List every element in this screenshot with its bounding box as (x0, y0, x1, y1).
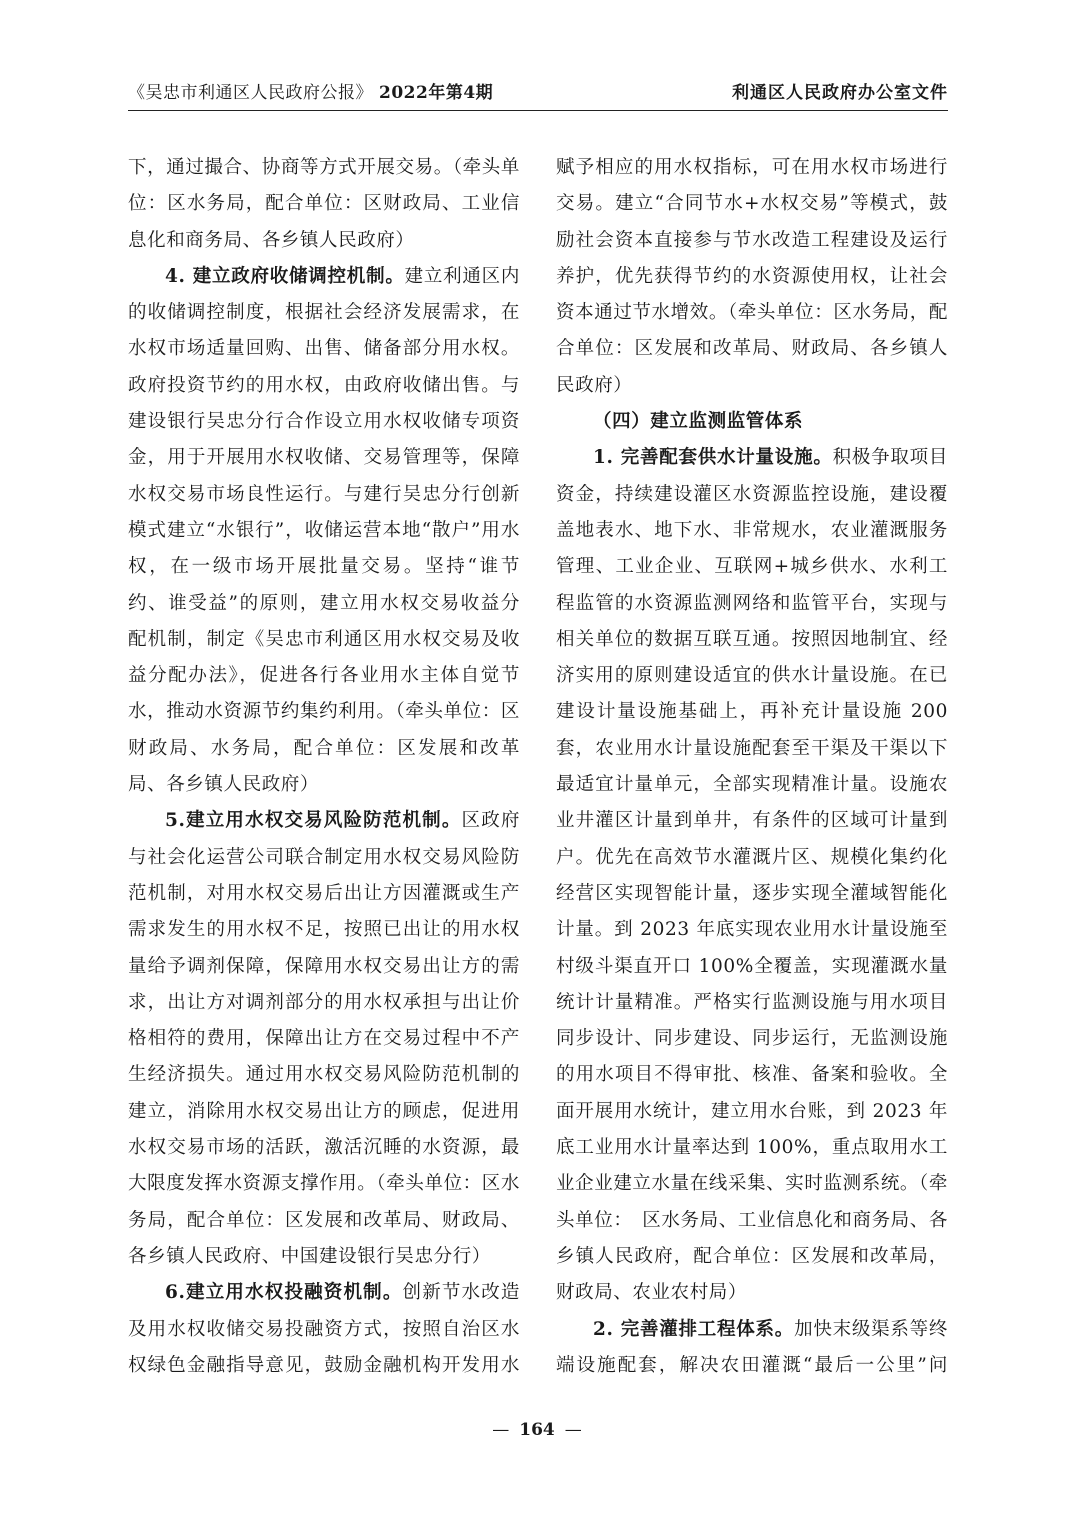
paragraph-item-4 (128, 259, 520, 803)
item-5-title: 5.建立用水权交易风险防范机制。 (165, 810, 462, 832)
footer-dash-right: — (564, 1420, 582, 1440)
header-divider (128, 110, 948, 111)
item-4-title: 4. 建立政府收储调控机制。 (165, 265, 405, 287)
monitoring-1-title: 1. 完善配套供水计量设施。 (593, 447, 833, 469)
left-column (128, 150, 520, 1390)
issue-label: 2022年第4期 (379, 83, 494, 103)
header-section-title: 利通区人民政府办公室文件 (732, 83, 948, 103)
section-heading (556, 404, 948, 440)
right-column (556, 150, 948, 1390)
item-5-body: 区政府与社会化运营公司联合制定用水权交易风险防范机制，对用水权交易后出让方因灌溉或生产需求发生的用水权不足，按照已出让的用水权量给予调剂保障，保障用水权交易出让方的需求，出让方对调剂部分的用水权承担与出让价格相符的费用，保障出让方在交易过程中不产生经济损失。通过用水权交易风险防范机制的建立，消除用水权交易出让方的顾虑，促进用水权交易市场的活跃，激活沉睡的水资源，最大限度发挥水资源支撑作用。（牵头单位：区水务局，配合单位：区发展和改革局、财政局、各乡镇人民政府、中国建设银行吴忠分行） (128, 810, 520, 1267)
header-publication (128, 78, 493, 103)
paragraph-item-6 (128, 1275, 520, 1390)
publication-title: 《吴忠市利通区人民政府公报》 (128, 83, 373, 103)
paragraph-continued: 下，通过撮合、协商等方式开展交易。（牵头单位：区水务局，配合单位：区财政局、工业信息化和商务局、各乡镇人民政府） (128, 157, 520, 251)
paragraph-monitoring-2 (556, 1312, 948, 1391)
page-header (128, 78, 948, 108)
item-6-title: 6.建立用水权投融资机制。 (165, 1282, 403, 1304)
paragraph-monitoring-1 (556, 440, 948, 1311)
monitoring-2-title: 2. 完善灌排工程体系。 (593, 1318, 795, 1340)
page-number: 164 (519, 1420, 555, 1440)
footer-dash-left: — (492, 1420, 510, 1440)
paragraph-continued-right: 赋予相应的用水权指标，可在用水权市场进行交易。建立“合同节水+水权交易”等模式，鼓励社会资本直接参与节水改造工程建设及运行养护，优先获得节约的水资源使用权，让社会资本通过节水增效。（牵头单位：区水务局，配合单位：区发展和改革局、财政局、各乡镇人民政府） (556, 157, 948, 396)
monitoring-2-body: 加快末级渠系等终端设施配套，解决农田灌溉“最后一公里”问 (556, 1318, 948, 1376)
item-4-body: 建立利通区内的收储调控制度，根据社会经济发展需求，在水权市场适量回购、出售、储备部分用水权。政府投资节约的用水权，由政府收储出售。与建设银行吴忠分行合作设立用水权收储专项资金，用于开展用水权收储、交易管理等，保障水权交易市场良性运行。与建行吴忠分行创新模式建立“水银行”，收储运营本地“散户”用水权，在一级市场开展批量交易。坚持“谁节约、谁受益”的原则，建立用水权交易收益分配机制，制定《吴忠市利通区用水权交易及收益分配办法》，促进各行各业用水主体自觉节水，推动水资源节约集约利用。（牵头单位：区财政局、水务局，配合单位：区发展和改革局、各乡镇人民政府） (128, 265, 520, 796)
monitoring-1-body: 积极争取项目资金，持续建设灌区水资源监控设施，建设覆盖地表水、地下水、非常规水，农业灌溉服务管理、工业企业、互联网+城乡供水、水利工程监管的水资源监测网络和监管平台，实现与相关单位的数据互联互通。按照因地制宜、经济实用的原则建设适宜的供水计量设施。在已建设计量设施基础上，再补充计量设施 200 套，农业用水计量设施配套至干渠及干渠以下最适宜计量单元，全部实现精准计量。设施农业井灌区计量到单井，有条件的区域可计量到户。优先在高效节水灌溉片区、规模化集约化经营区实现智能计量，逐步实现全灌域智能化计量。到 2023 年底实现农业用水计量设施至村级斗渠直开口 100%全覆盖，实现灌溉水量统计计量精准。严格实行监测设施与用水项目同步设计、同步建设、同步运行，无监测设施的用水项目不得审批、核准、备案和验收。全面开展用水统计，建立用水台账，到 2023 年底工业用水计量率达到 100%，重点取用水工业企业建立水量在线采集、实时监测系统。（牵头单位： 区水务局、工业信息化和商务局、各乡镇人民政府，配合单位：区发展和改革局，财政局、农业农村局） (556, 447, 948, 1304)
item-6-body: 创新节水改造及用水权收储交易投融资方式，按照自治区水权绿色金融指导意见，鼓励金融机构开发用水 (128, 1282, 520, 1376)
page-footer (0, 1420, 1074, 1440)
paragraph-item-5 (128, 803, 520, 1275)
section-heading-text: （四）建立监测监管体系 (593, 411, 804, 433)
